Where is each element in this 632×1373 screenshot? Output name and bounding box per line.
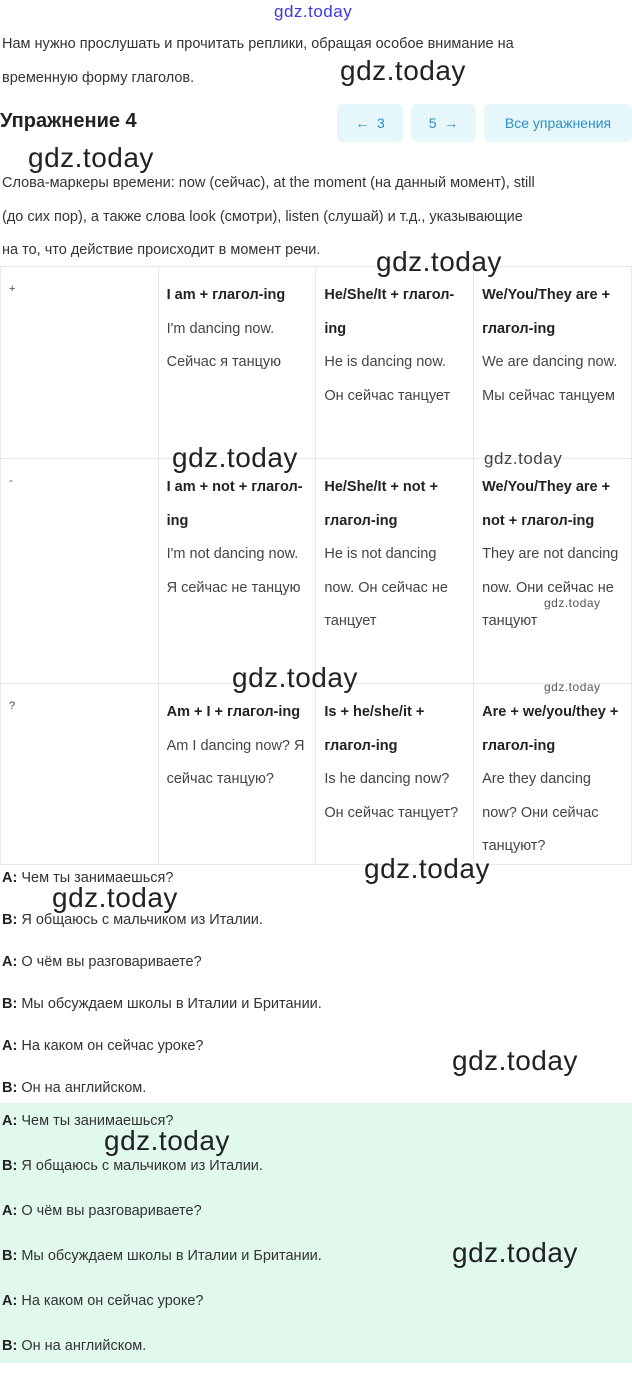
rule: I am + глагол-ing bbox=[166, 287, 286, 303]
dialog-line bbox=[0, 1025, 632, 1067]
dialog-line bbox=[0, 941, 632, 983]
next-label: 5 bbox=[428, 115, 437, 131]
example: He is not dancing now. Он сейчас не танцует bbox=[324, 546, 448, 629]
example: Are they dancing now? Они сейчас танцуют? bbox=[482, 771, 599, 854]
line-text: Чем ты занимаешься? bbox=[21, 870, 174, 886]
watermark: gdz.today bbox=[340, 55, 466, 86]
markers-text bbox=[2, 167, 535, 268]
watermark: gdz.today bbox=[544, 596, 601, 610]
table-cell bbox=[316, 459, 474, 684]
rule: He/She/It + not + глагол-ing bbox=[324, 479, 438, 529]
intro-text bbox=[2, 28, 514, 95]
speaker: A: bbox=[2, 870, 18, 886]
speaker: B: bbox=[2, 1338, 18, 1354]
watermark: gdz.today bbox=[452, 1237, 578, 1268]
sign-cell: + bbox=[1, 267, 159, 459]
rule: I am + not + глагол-ing bbox=[166, 479, 303, 529]
speaker: A: bbox=[2, 1293, 18, 1309]
example: Am I dancing now? Я сейчас танцую? bbox=[166, 737, 305, 787]
watermark: gdz.today bbox=[52, 882, 178, 913]
watermark: gdz.today bbox=[172, 442, 298, 473]
watermark: gdz.today bbox=[28, 142, 154, 173]
dialog-line bbox=[0, 1238, 632, 1283]
next-exercise-button[interactable] bbox=[411, 104, 476, 142]
dialog-line bbox=[0, 1193, 632, 1238]
speaker: A: bbox=[2, 1203, 18, 1219]
speaker: B: bbox=[2, 996, 18, 1012]
table-row bbox=[1, 459, 632, 684]
watermark: gdz.today bbox=[274, 2, 353, 21]
rule: Are + we/you/they + глагол-ing bbox=[482, 704, 619, 754]
watermark: gdz.today bbox=[232, 662, 358, 693]
watermark: gdz.today bbox=[376, 246, 502, 277]
table-cell bbox=[158, 267, 316, 459]
speaker: B: bbox=[2, 1080, 18, 1096]
example: He is dancing now. Он сейчас танцует bbox=[324, 354, 451, 404]
watermark: gdz.today bbox=[484, 449, 563, 468]
rule: We/You/They are + not + глагол-ing bbox=[482, 479, 611, 529]
line-text: Он на английском. bbox=[21, 1338, 147, 1354]
line-text: Мы обсуждаем школы в Италии и Британии. bbox=[21, 996, 322, 1012]
dialog-line bbox=[0, 1283, 632, 1328]
answer-block bbox=[0, 1103, 632, 1363]
dialog-line bbox=[0, 983, 632, 1025]
watermark: gdz.today bbox=[544, 680, 601, 694]
speaker: A: bbox=[2, 954, 18, 970]
example: Is he dancing now? Он сейчас танцует? bbox=[324, 771, 459, 821]
table-cell bbox=[474, 459, 632, 684]
table-row bbox=[1, 267, 632, 459]
dialog-line bbox=[0, 1103, 632, 1148]
intro-line: временную форму глаголов. bbox=[2, 69, 195, 86]
watermark: gdz.today bbox=[364, 853, 490, 884]
example: I'm dancing now. Сейчас я танцую bbox=[166, 320, 282, 370]
markers-line: (до сих пор), а также слова look (смотри), listen (слушай) и т.д., указывающие bbox=[2, 208, 523, 225]
speaker: B: bbox=[2, 1158, 18, 1174]
dialog bbox=[0, 857, 632, 1109]
table-cell bbox=[316, 267, 474, 459]
line-text: О чём вы разговариваете? bbox=[21, 954, 202, 970]
line-text: О чём вы разговариваете? bbox=[21, 1203, 202, 1219]
rule: We/You/They are + глагол-ing bbox=[482, 287, 611, 337]
markers-line: на то, что действие происходит в момент речи. bbox=[2, 242, 321, 258]
table-cell bbox=[316, 684, 474, 865]
example: I'm not dancing now. Я сейчас не танцую bbox=[166, 546, 301, 596]
line-text: На каком он сейчас уроке? bbox=[21, 1038, 204, 1054]
line-text: Я общаюсь с мальчиком из Италии. bbox=[21, 1158, 263, 1174]
watermark: gdz.today bbox=[104, 1125, 230, 1156]
example: We are dancing now. Мы сейчас танцуем bbox=[482, 354, 618, 404]
intro-line: Нам нужно прослушать и прочитать реплики, обращая особое внимание на bbox=[2, 36, 514, 52]
sign-cell: ? bbox=[1, 684, 159, 865]
dialog-line bbox=[0, 899, 632, 941]
watermark: gdz.today bbox=[452, 1045, 578, 1076]
line-text: Я общаюсь с мальчиком из Италии. bbox=[21, 912, 263, 928]
all-exercises-button[interactable]: Все упражнения bbox=[484, 104, 632, 142]
prev-exercise-button[interactable] bbox=[337, 104, 403, 142]
table-cell bbox=[158, 684, 316, 865]
table-row bbox=[1, 684, 632, 865]
markers-line: Слова-маркеры времени: now (сейчас), at the moment (на данный момент), still bbox=[2, 175, 535, 191]
speaker: A: bbox=[2, 1038, 18, 1054]
rule: He/She/It + глагол-ing bbox=[324, 287, 455, 337]
table-cell bbox=[158, 459, 316, 684]
line-text: Чем ты занимаешься? bbox=[21, 1113, 174, 1129]
line-text: На каком он сейчас уроке? bbox=[21, 1293, 204, 1309]
prev-label: 3 bbox=[376, 115, 385, 131]
sign-cell: - bbox=[1, 459, 159, 684]
rule: Is + he/she/it + глагол-ing bbox=[324, 704, 425, 754]
example: They are not dancing now. Они сейчас не танцуют bbox=[482, 546, 619, 629]
dialog-line bbox=[0, 857, 632, 899]
table-cell bbox=[474, 267, 632, 459]
line-text: Он на английском. bbox=[21, 1080, 147, 1096]
table-cell bbox=[474, 684, 632, 865]
dialog-line bbox=[0, 1328, 632, 1373]
dialog-line bbox=[0, 1148, 632, 1193]
speaker: B: bbox=[2, 1248, 18, 1264]
speaker: B: bbox=[2, 912, 18, 928]
arrow-left-icon: ← bbox=[355, 115, 370, 131]
line-text: Мы обсуждаем школы в Италии и Британии. bbox=[21, 1248, 322, 1264]
grammar-table bbox=[0, 266, 632, 865]
page-title: Упражнение 4 bbox=[0, 110, 137, 132]
arrow-right-icon: → bbox=[444, 115, 459, 131]
rule: Am + I + глагол-ing bbox=[166, 704, 301, 720]
speaker: A: bbox=[2, 1113, 18, 1129]
